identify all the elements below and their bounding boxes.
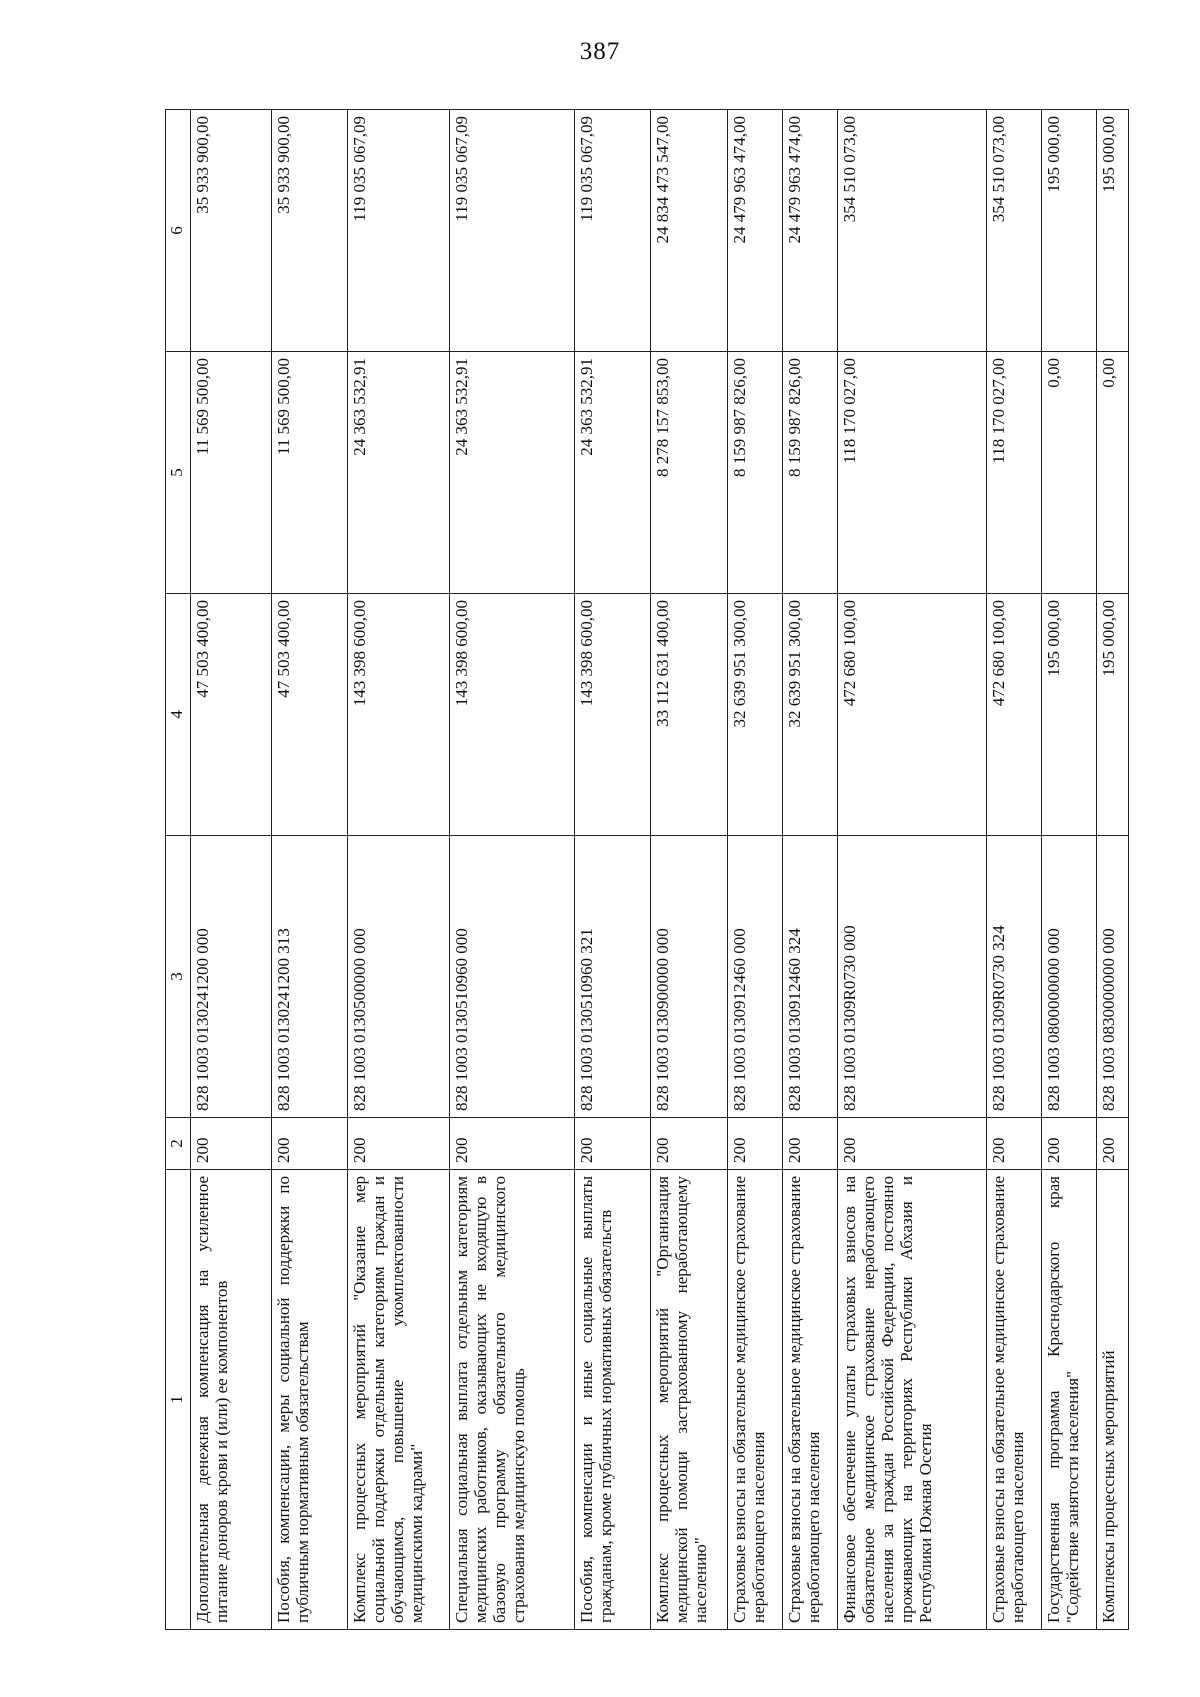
column-header: 1 (166, 1170, 191, 1630)
item-name: Пособия, компенсации, меры социальной поддержки по публичным нормативным обязательствам (271, 1170, 347, 1630)
classification-code: 828 1003 0130241200 313 (271, 836, 347, 1118)
classification-code: 828 1003 0800000000 000 (1041, 836, 1096, 1118)
item-name: Государственная программа Краснодарского края "Содействие занятости населения" (1041, 1170, 1096, 1630)
item-name: Комплекс процессных мероприятий "Организация медицинской помощи застрахованному неработающему населению" (651, 1170, 727, 1630)
amount-col5: 8 159 987 826,00 (783, 352, 838, 594)
amount-col4: 143 398 600,00 (449, 594, 574, 836)
rotated-table-container (165, 110, 1129, 1630)
admin-code: 200 (783, 1118, 838, 1170)
amount-col5: 11 569 500,00 (271, 352, 347, 594)
budget-table (165, 109, 1129, 1630)
amount-col5: 11 569 500,00 (191, 352, 272, 594)
amount-col4: 33 112 631 400,00 (651, 594, 727, 836)
table-row (271, 110, 347, 1630)
admin-code: 200 (575, 1118, 651, 1170)
classification-code: 828 1003 01309R0730 000 (838, 836, 987, 1118)
amount-col6: 35 933 900,00 (271, 110, 347, 352)
classification-code: 828 1003 0130900000 000 (651, 836, 727, 1118)
classification-code: 828 1003 0130510960 321 (575, 836, 651, 1118)
item-name: Комплекс процессных мероприятий "Оказание мер социальной поддержки отдельным категориям граждан и обучающимся, повышение укомплектованности медицинскими кадрами" (348, 1170, 450, 1630)
table-row (727, 110, 782, 1630)
column-header: 4 (166, 594, 191, 836)
table-row (783, 110, 838, 1630)
item-name: Специальная социальная выплата отдельным категориям медицинских работников, оказывающих не входящую в базовую программу обязательного медицинского страхования медицинскую помощь (449, 1170, 574, 1630)
classification-code: 828 1003 0130912460 000 (727, 836, 782, 1118)
amount-col5: 8 278 157 853,00 (651, 352, 727, 594)
classification-code: 828 1003 0130500000 000 (348, 836, 450, 1118)
column-header: 3 (166, 836, 191, 1118)
amount-col4: 195 000,00 (1097, 594, 1129, 836)
amount-col6: 354 510 073,00 (986, 110, 1041, 352)
amount-col6: 35 933 900,00 (191, 110, 272, 352)
amount-col6: 119 035 067,09 (575, 110, 651, 352)
item-name: Финансовое обеспечение уплаты страховых взносов на обязательное медицинское страхование неработающего населения за граждан Российской Федерации, постоянно проживающих на территориях Республики Абхазия и Республики Южная Осетия (838, 1170, 987, 1630)
table-row (348, 110, 450, 1630)
item-name: Дополнительная денежная компенсация на усиленное питание доноров крови и (или) ее компонентов (191, 1170, 272, 1630)
item-name: Комплексы процессных мероприятий (1097, 1170, 1129, 1630)
admin-code: 200 (651, 1118, 727, 1170)
amount-col5: 0,00 (1041, 352, 1096, 594)
table-row (838, 110, 987, 1630)
admin-code: 200 (348, 1118, 450, 1170)
table-row (1041, 110, 1096, 1630)
amount-col5: 118 170 027,00 (986, 352, 1041, 594)
admin-code: 200 (986, 1118, 1041, 1170)
table-row (575, 110, 651, 1630)
classification-code: 828 1003 0830000000 000 (1097, 836, 1129, 1118)
amount-col5: 24 363 532,91 (449, 352, 574, 594)
admin-code: 200 (838, 1118, 987, 1170)
amount-col6: 24 479 963 474,00 (727, 110, 782, 352)
amount-col5: 24 363 532,91 (348, 352, 450, 594)
table-row (191, 110, 272, 1630)
amount-col6: 195 000,00 (1041, 110, 1096, 352)
amount-col5: 0,00 (1097, 352, 1129, 594)
amount-col4: 143 398 600,00 (575, 594, 651, 836)
item-name: Страховые взносы на обязательное медицинское страхование неработающего населения (727, 1170, 782, 1630)
amount-col4: 472 680 100,00 (986, 594, 1041, 836)
item-name: Пособия, компенсации и иные социальные выплаты гражданам, кроме публичных нормативных обязательств (575, 1170, 651, 1630)
amount-col6: 119 035 067,09 (348, 110, 450, 352)
item-name: Страховые взносы на обязательное медицинское страхование неработающего населения (986, 1170, 1041, 1630)
table-row (1097, 110, 1129, 1630)
amount-col5: 24 363 532,91 (575, 352, 651, 594)
classification-code: 828 1003 0130241200 000 (191, 836, 272, 1118)
amount-col5: 118 170 027,00 (838, 352, 987, 594)
amount-col4: 47 503 400,00 (271, 594, 347, 836)
classification-code: 828 1003 0130912460 324 (783, 836, 838, 1118)
amount-col6: 24 834 473 547,00 (651, 110, 727, 352)
amount-col4: 472 680 100,00 (838, 594, 987, 836)
admin-code: 200 (191, 1118, 272, 1170)
admin-code: 200 (1041, 1118, 1096, 1170)
amount-col6: 119 035 067,09 (449, 110, 574, 352)
classification-code: 828 1003 01309R0730 324 (986, 836, 1041, 1118)
table-region (165, 110, 1129, 1630)
amount-col6: 354 510 073,00 (838, 110, 987, 352)
table-row (651, 110, 727, 1630)
amount-col4: 32 639 951 300,00 (727, 594, 782, 836)
column-header: 6 (166, 110, 191, 352)
table-header-row (166, 110, 191, 1630)
amount-col4: 195 000,00 (1041, 594, 1096, 836)
admin-code: 200 (727, 1118, 782, 1170)
item-name: Страховые взносы на обязательное медицинское страхование неработающего населения (783, 1170, 838, 1630)
column-header: 5 (166, 352, 191, 594)
column-header: 2 (166, 1118, 191, 1170)
classification-code: 828 1003 0130510960 000 (449, 836, 574, 1118)
amount-col4: 47 503 400,00 (191, 594, 272, 836)
admin-code: 200 (449, 1118, 574, 1170)
admin-code: 200 (271, 1118, 347, 1170)
amount-col5: 8 159 987 826,00 (727, 352, 782, 594)
amount-col4: 143 398 600,00 (348, 594, 450, 836)
amount-col6: 195 000,00 (1097, 110, 1129, 352)
amount-col6: 24 479 963 474,00 (783, 110, 838, 352)
table-row (986, 110, 1041, 1630)
table-row (449, 110, 574, 1630)
amount-col4: 32 639 951 300,00 (783, 594, 838, 836)
admin-code: 200 (1097, 1118, 1129, 1170)
page-number: 387 (579, 38, 621, 65)
